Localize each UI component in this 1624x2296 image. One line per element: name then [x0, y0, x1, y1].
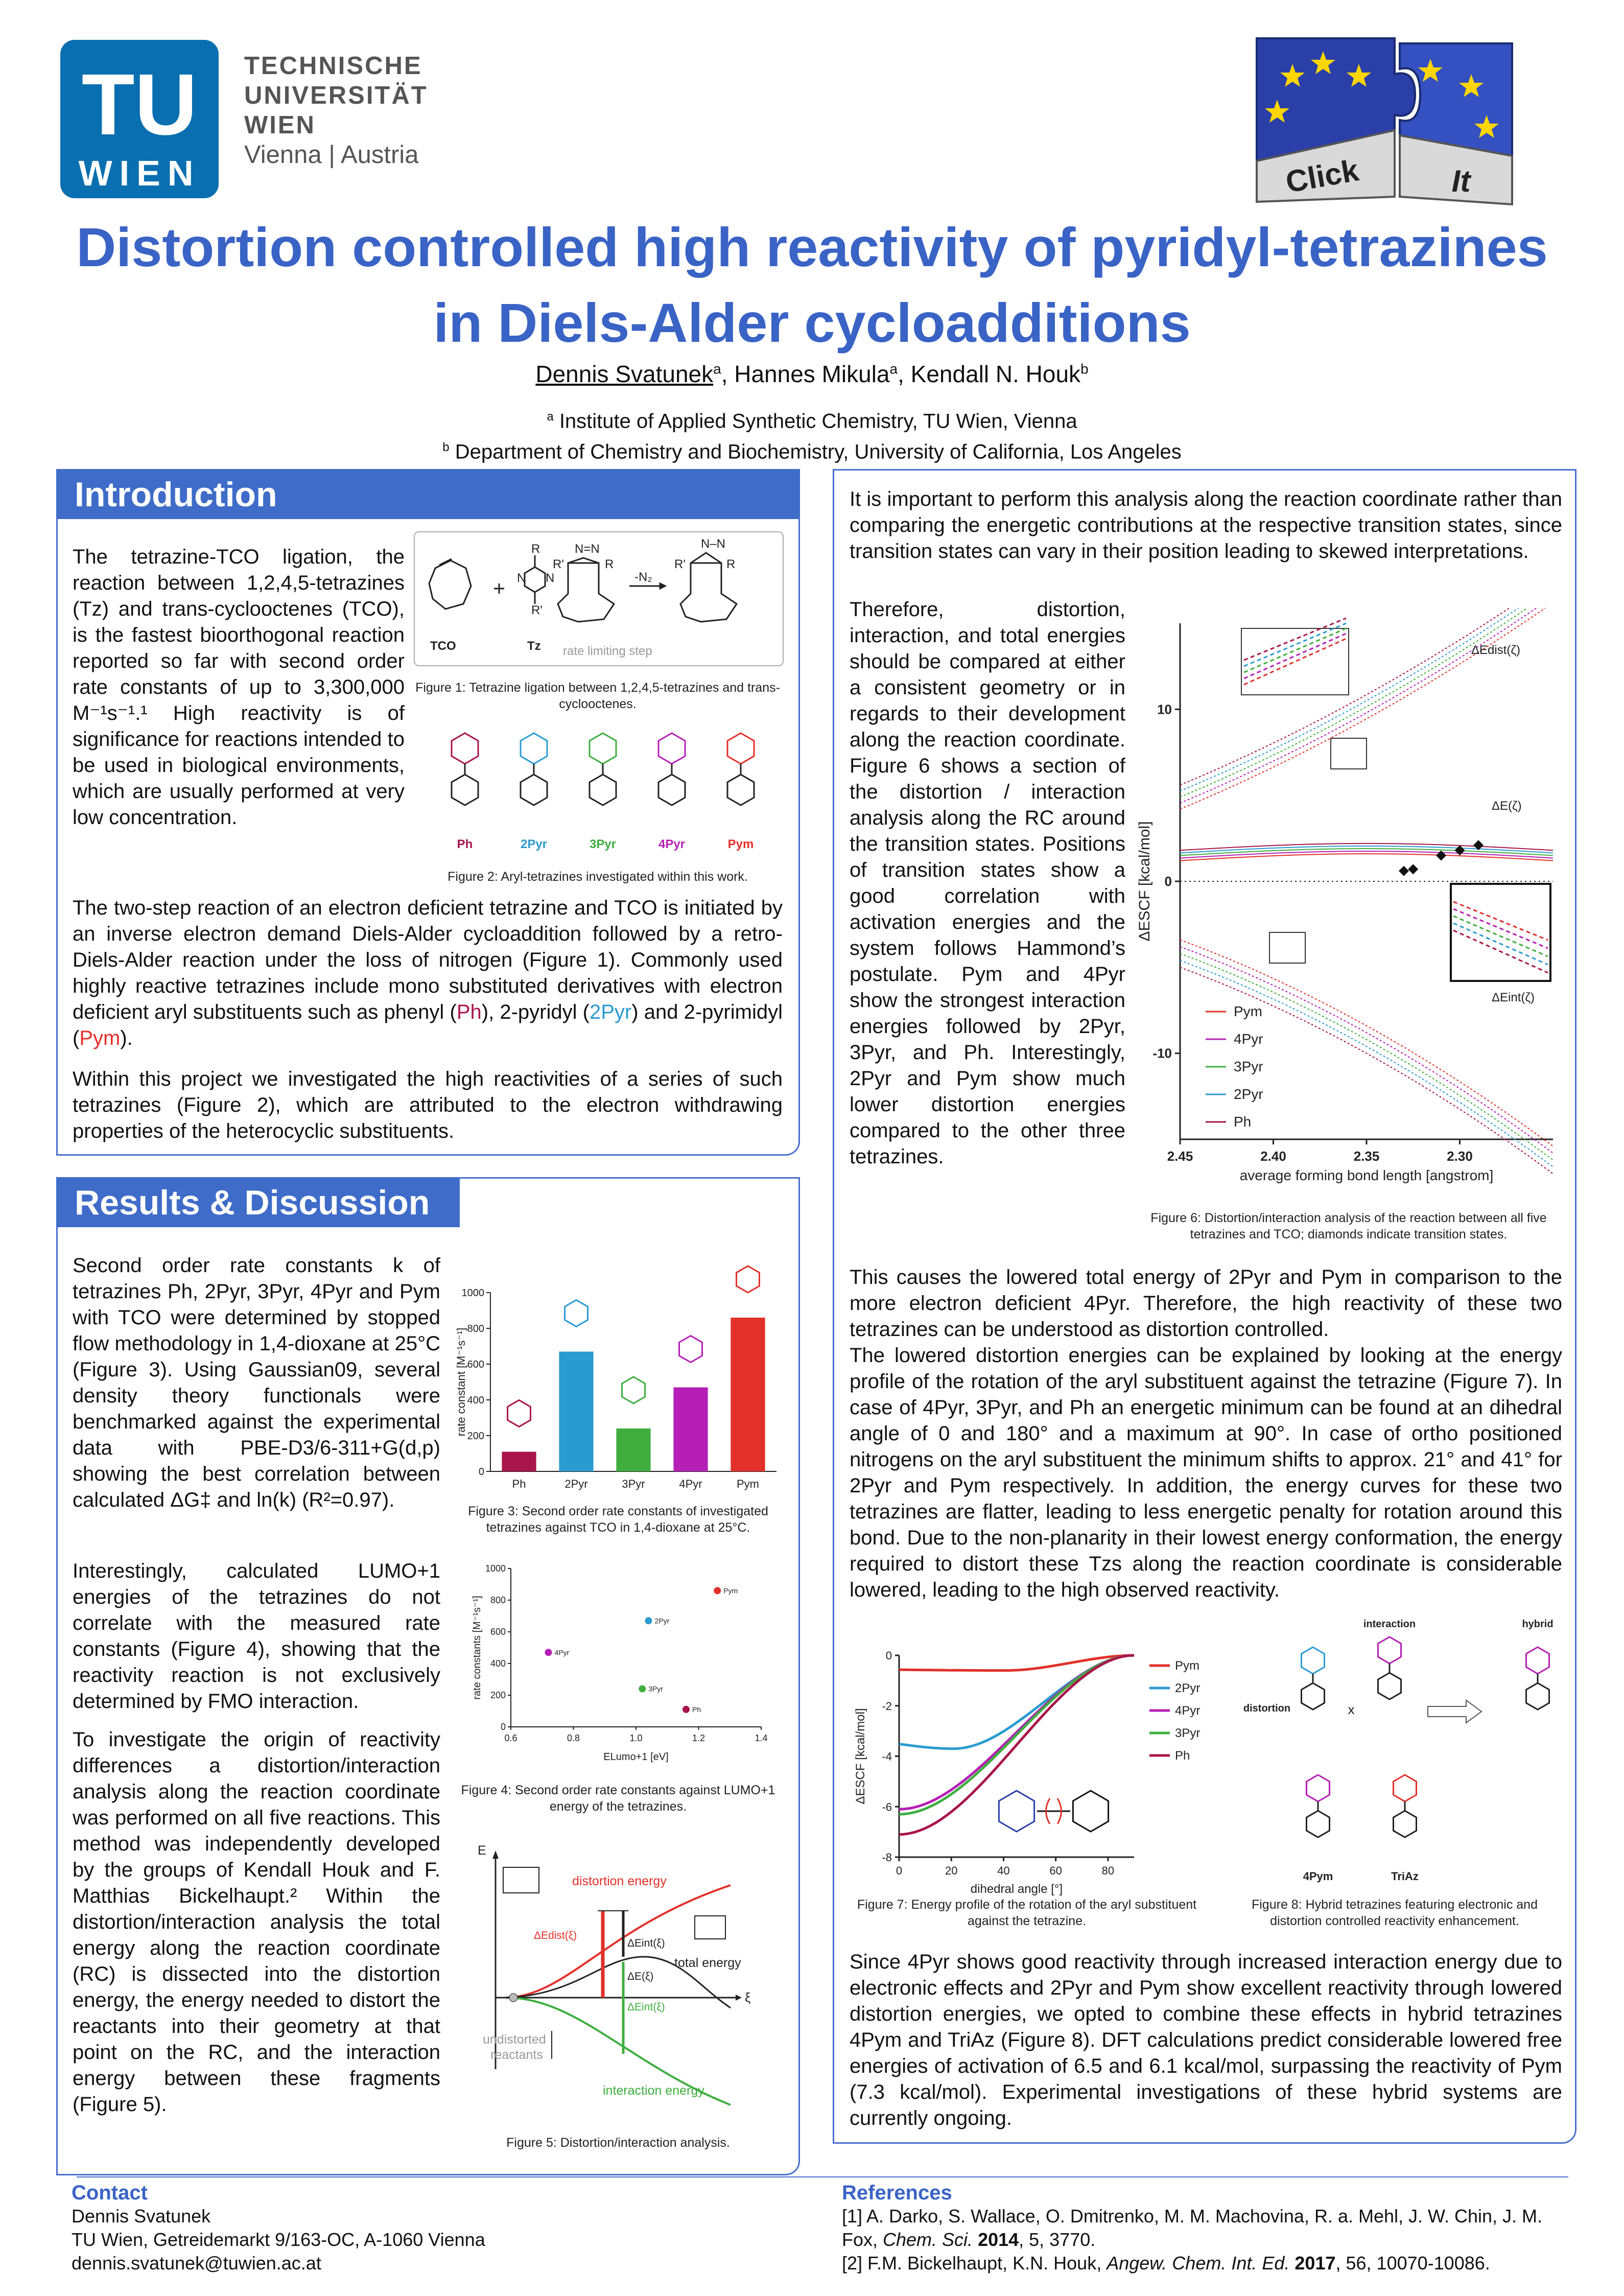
fig8-distortion-label: distortion — [1243, 1703, 1291, 1714]
ring-shape — [452, 775, 478, 805]
fig5-dint2-label: ΔEint(ξ) — [627, 2001, 665, 2013]
ring-shape — [737, 1266, 760, 1293]
section-title: Introduction — [75, 475, 277, 514]
svg-text:R: R — [531, 542, 540, 556]
svg-text:N: N — [546, 571, 555, 585]
affiliation-b — [0, 434, 1624, 465]
y-tick-label: 800 — [490, 1595, 506, 1605]
fig1-n2-label: -N₂ — [634, 570, 652, 584]
ring-shape — [1394, 1775, 1417, 1801]
title-line-2: in Diels-Alder cycloadditions — [433, 292, 1191, 354]
university-line: TECHNISCHE — [244, 52, 422, 80]
author-1: Dennis Svatunek — [535, 361, 714, 387]
y-tick-label: 10 — [1157, 701, 1172, 717]
y-tick-label: 1000 — [461, 1287, 484, 1299]
figure-6-chart — [1134, 608, 1563, 1196]
results-paragraph-3: To investigate the origin of reactivity differences a distortion/interaction analysis along the reaction coordinate was performed on all five reactions. This method was independently developed by the groups of Kendall Houk and F. Matthias Bickelhaupt.² Within the distortion/interaction analysis the total energy along the reaction coordinate (RC) is dissected into the distortion energy, the energy needed to distort the reactants into their geometry at that point on the RC, and the interaction energy between these fragments (Figure 5). — [73, 1728, 440, 2116]
results-heading — [56, 1177, 460, 1227]
ring-shape — [452, 733, 478, 764]
fig1-tz-label: Tz — [527, 639, 541, 653]
bar-2pyr — [559, 1352, 593, 1472]
legend-label: 2Pyr — [1234, 1086, 1263, 1102]
fig5-ddist-label: ΔEdist(ξ) — [534, 1930, 577, 1941]
p2-text: ). — [120, 1027, 133, 1049]
y-tick-label: -8 — [882, 1851, 892, 1864]
ref-journal: Chem. Sci. — [883, 2229, 973, 2250]
x-tick-label: 20 — [945, 1864, 958, 1877]
x-tick-label: 2.40 — [1260, 1149, 1286, 1164]
title-line-1: Distortion controlled high reactivity of pyridyl-tetrazines — [76, 216, 1548, 278]
x-tick-label: 0.6 — [504, 1733, 517, 1743]
fig8-interaction-label: interaction — [1363, 1619, 1416, 1630]
ref-text: , 5, 3770. — [1019, 2229, 1096, 2250]
affil-sup: b — [442, 440, 450, 455]
ts-diamond — [1455, 845, 1465, 855]
point-ph — [682, 1706, 690, 1713]
y-tick-label: -4 — [882, 1750, 892, 1763]
p2-text: ), 2-pyridyl ( — [481, 1001, 590, 1023]
ring-shape — [622, 1377, 645, 1403]
svg-text:R: R — [605, 557, 614, 571]
figure-2-caption: Figure 2: Aryl-tetrazines investigated within this work. — [448, 870, 748, 884]
y-tick-label: 600 — [467, 1359, 484, 1370]
right-paragraph-4: The lowered distortion energies can be explained by looking at the energy profile of the rotation of the aryl substituent against the tetrazine (Figure 7). In case of 4Pyr, 3Pyr, and Ph an energetic minimum can be found at an dihedral angle of 0 and 180° and a maximum at 90°. In case of ortho positioned nitrogens on the aryl substituent the minimum shifts to approx. 21° and 41° for 2Pyr and Pym respectively. In addition, the energy curves for these two tetrazines are flatter, leading to less energetic penalty for rotation around this bond. Due to the non-planarity in their lowest energy conformation, the energy required to distort these Tzs along the reaction coordinate is considerable lowered, leading to the high observed reactivity. — [850, 1344, 1562, 1601]
ref-text: [2] F.M. Bickelhaupt, K.N. Houk, — [842, 2253, 1107, 2274]
contact-block — [72, 2182, 787, 2275]
ring-shape — [1526, 1647, 1549, 1674]
section-title: Results & Discussion — [75, 1183, 430, 1222]
ring-shape — [590, 775, 616, 805]
y-axis-label: ΔESCF [kcal/mol] — [854, 1708, 867, 1805]
fig5-reactants-label: reactants — [490, 2048, 543, 2062]
author-list — [0, 360, 1624, 388]
y-tick-label: 400 — [490, 1658, 506, 1669]
fig2-label: Ph — [457, 837, 473, 851]
figure-1 — [414, 531, 784, 666]
point-pym — [714, 1587, 721, 1594]
introduction-heading — [56, 469, 800, 519]
svg-text:R': R' — [531, 603, 543, 617]
rotation-line-ph — [899, 1655, 1134, 1835]
fig2-label: Pym — [727, 837, 754, 851]
footer-divider — [77, 2176, 1568, 2177]
fig5-distortion-label: distortion energy — [572, 1874, 667, 1888]
ring-shape — [1302, 1683, 1325, 1709]
x-tick-label: Ph — [512, 1478, 526, 1490]
legend-label: 2Pyr — [1175, 1681, 1201, 1695]
right-paragraph-3: This causes the lowered total energy of 2Pyr and Pym in comparison to the more electron deficient 4Pyr. Therefore, the high reactivity of these two tetrazines can be understood as distortion controlled. — [850, 1266, 1562, 1341]
x-tick-label: 2Pyr — [564, 1478, 588, 1490]
figure-5-caption: Figure 5: Distortion/interaction analysis. — [506, 2136, 730, 2150]
fig5-e-label: E — [478, 1844, 486, 1858]
university-line: WIEN — [244, 111, 316, 139]
contact-address: TU Wien, Getreidemarkt 9/163-OC, A-1060 Vienna — [72, 2229, 485, 2250]
legend-label: 3Pyr — [1234, 1059, 1263, 1074]
y-tick-label: 800 — [467, 1323, 484, 1334]
author-2: , Hannes Mikula — [721, 361, 890, 387]
contact-email[interactable]: dennis.svatunek@tuwien.ac.at — [72, 2253, 321, 2274]
x-tick-label: 1.4 — [755, 1733, 768, 1743]
rotation-line-pym — [899, 1655, 1134, 1671]
ring-shape — [1394, 1811, 1417, 1837]
fig5-xi-label: ξ — [745, 1990, 751, 2005]
click-it-logo — [1246, 28, 1522, 212]
ring-shape — [1378, 1637, 1401, 1664]
y-tick-label: 0 — [478, 1466, 484, 1478]
p2-text: ) and 2-pyrimidyl ( — [73, 1001, 783, 1049]
point-3pyr — [639, 1685, 646, 1693]
distortion-line-pym — [1180, 608, 1553, 809]
point-label: 4Pyr — [554, 1648, 570, 1657]
x-tick-label: 4Pyr — [679, 1478, 702, 1490]
ring-shape — [999, 1791, 1034, 1832]
fig2-label: 3Pyr — [589, 837, 617, 851]
figure-3-chart — [450, 1236, 787, 1507]
y-tick-label: -6 — [882, 1800, 892, 1814]
x-tick-label: 0 — [896, 1864, 903, 1877]
svg-text:N–N: N–N — [701, 537, 726, 551]
fig5-undistorted-label: undistorted — [483, 2032, 546, 2047]
figure-4-chart — [460, 1558, 776, 1773]
y-tick-label: 400 — [467, 1395, 484, 1406]
fig5-dint-label: ΔEint(ξ) — [627, 1937, 665, 1949]
fig8-hybrid-label: hybrid — [1522, 1619, 1554, 1630]
figure-1-caption: Figure 1: Tetrazine ligation between 1,2,4,5-tetrazines and trans-cyclooctenes. — [415, 681, 780, 711]
figure-2 — [434, 725, 782, 853]
fig5-de-label: ΔE(ξ) — [627, 1971, 654, 1982]
intro-paragraph-1: The tetrazine-TCO ligation, the reaction between 1,2,4,5-tetrazines (Tz) and trans-cyclooctenes (TCO), is the fastest bioorthogonal reaction reported so far with second order rate constants of up to 3,300,000 M⁻¹s⁻¹.¹ High reactivity is of significance for reactions intended to be used in biological environments, which are usually performed at very low concentration. — [73, 546, 405, 829]
ref-text: , 56, 10070-10086. — [1335, 2253, 1490, 2274]
x-tick-label: 3Pyr — [622, 1478, 645, 1490]
reference-2 — [842, 2252, 1567, 2275]
ref-journal: Angew. Chem. Int. Ed. — [1107, 2253, 1290, 2274]
ref-year: 2017 — [1289, 2253, 1336, 2274]
ring-shape — [1378, 1673, 1401, 1699]
ring-shape — [1302, 1647, 1325, 1674]
bar-pym — [731, 1318, 765, 1471]
ring-shape — [590, 733, 616, 764]
legend-label: 4Pyr — [1175, 1704, 1201, 1718]
legend-label: Pym — [1234, 1003, 1262, 1019]
legend-label: Ph — [1234, 1114, 1252, 1130]
inset-top — [1241, 628, 1349, 695]
point-label: Pym — [723, 1586, 738, 1595]
svg-text:N=N: N=N — [575, 542, 600, 556]
fig1-rls-label: rate limiting step — [563, 644, 652, 658]
logo-abbr-bottom: WIEN — [78, 153, 201, 193]
right-paragraph-2: Therefore, distortion, interaction, and total energies should be compared at either a consistent geometry or in regards to their development along the reaction coordinate. Figure 6 shows a section of the distortion / interaction analysis along the RC around the transition states. Positions of transition states show a good correlation with activation energies and the system follows Hammond’s postulate. Pym and 4Pyr show the strongest interaction energies followed by 2Pyr, 3Pyr, and Ph. Interestingly, 2Pyr and Pym show much lower distortion energies compared to the other three tetrazines. — [850, 598, 1125, 1168]
ring-shape — [565, 1300, 588, 1327]
contact-name: Dennis Svatunek — [72, 2206, 211, 2227]
fig5-total-label: total energy — [674, 1956, 741, 1970]
distortion-line-4pyr — [1180, 608, 1553, 803]
rotation-line-4pyr — [899, 1655, 1134, 1809]
y-axis-label: rate constant [M⁻¹s⁻¹] — [455, 1327, 467, 1437]
y-tick-label: -10 — [1152, 1045, 1172, 1061]
results-paragraph-2: Interestingly, calculated LUMO+1 energies of the tetrazines do not correlate with the measured rate constants (Figure 4), showing that the reactivity reaction is not exclusively determined by FMO interaction. — [73, 1560, 440, 1713]
tu-logo-mark — [60, 40, 219, 198]
figure-8-caption: Figure 8: Hybrid tetrazines featuring electronic and distortion controlled reactivity enhancement. — [1251, 1897, 1538, 1928]
point-label: 3Pyr — [648, 1684, 664, 1693]
p2-text: The two-step reaction of an electron deficient tetrazine and TCO is initiated by an inverse electron demand Diels-Alder cycloaddition followed by a retro-Diels-Alder reaction under the loss of nitrogen (Figure 1). Commonly used highly reactive tetrazines include mono substituted derivatives with electron deficient aryl substituents such as phenyl ( — [73, 897, 783, 1023]
affil-text: Department of Chemistry and Biochemistry, University of California, Los Angeles — [449, 440, 1182, 463]
dist-label: ΔEdist(ζ) — [1471, 643, 1520, 657]
university-line: UNIVERSITÄT — [244, 82, 428, 109]
fig8-triaz-label: TriAz — [1391, 1870, 1419, 1883]
y-tick-label: 600 — [490, 1627, 506, 1637]
point-2pyr — [645, 1617, 652, 1624]
y-tick-label: 200 — [467, 1431, 484, 1442]
bar-3pyr — [616, 1428, 650, 1471]
y-tick-label: -2 — [882, 1699, 892, 1713]
fig1-tco-label: TCO — [430, 639, 456, 653]
zoom-box — [1269, 932, 1305, 963]
x-tick-label: 80 — [1101, 1864, 1115, 1877]
figure-4-caption: Figure 4: Second order rate constants against LUMO+1 energy of the tetrazines. — [461, 1783, 775, 1814]
bar-ph — [502, 1452, 536, 1472]
ring-shape — [727, 733, 754, 764]
figure-5-diagram — [475, 1844, 782, 2130]
p2-2pyr: 2Pyr — [589, 1001, 632, 1023]
y-tick-label: 0 — [1164, 874, 1172, 889]
author-1-affil: a — [713, 361, 721, 377]
ts-diamond — [1408, 864, 1418, 874]
int-label: ΔEint(ζ) — [1492, 991, 1535, 1004]
ring-shape — [1307, 1811, 1330, 1837]
author-2-affil: a — [889, 361, 898, 377]
ring-shape — [1526, 1683, 1549, 1709]
ring-shape — [1307, 1775, 1330, 1801]
x-tick-label: 0.8 — [567, 1733, 580, 1743]
results-paragraph-1: Second order rate constants k of tetrazines Ph, 2Pyr, 3Pyr, 4Pyr and Pym with TCO were determined by stopped flow methodology in 1,4-dioxane at 25°C (Figure 3). Using Gaussian09, several density theory functionals were benchmarked against the experimental data with PBE-D3/6-311+G(d,p) showing the best correlation between calculated ΔG‡ and ln(k) (R²=0.97). — [73, 1254, 440, 1511]
ring-shape — [1073, 1791, 1108, 1832]
x-tick-label: 1.2 — [692, 1733, 705, 1743]
reference-1: [1] A. Darko, S. Wallace, O. Dmitrenko, M. M. Machovina, R. a. Mehl, J. W. Chin, J. M. — [842, 2206, 1543, 2227]
ring-shape — [679, 1336, 702, 1363]
legend-label: Pym — [1175, 1659, 1199, 1673]
right-paragraph-1: It is important to perform this analysis along the reaction coordinate rather than comparing the energetic contributions at the respective transition states, since transition states can vary in their position leading to skewed interpretations. — [850, 488, 1562, 563]
university-name — [244, 51, 428, 170]
x-axis-label: dihedral angle [°] — [970, 1882, 1063, 1896]
svg-text:R: R — [726, 557, 736, 571]
ring-shape — [521, 733, 547, 764]
x-tick-label: 2.45 — [1167, 1149, 1193, 1164]
fig5-interaction-label: interaction energy — [603, 2083, 704, 2098]
it-word: It — [1451, 164, 1471, 198]
figure-7-chart — [848, 1643, 1206, 1898]
svg-text:N: N — [517, 571, 526, 585]
ring-shape — [521, 775, 547, 805]
ref-text: Fox, — [842, 2229, 883, 2250]
affiliations — [0, 404, 1624, 465]
ring-shape — [658, 775, 685, 805]
fig8-4pym-label: 4Pym — [1303, 1870, 1333, 1883]
p2-pym: Pym — [79, 1027, 121, 1049]
references-block — [842, 2182, 1567, 2275]
p2-ph: Ph — [456, 1001, 482, 1023]
fig8-x-label: x — [1348, 1702, 1355, 1717]
ring-shape — [508, 1400, 531, 1427]
x-tick-label: Pym — [737, 1478, 759, 1490]
figure-7-caption: Figure 7: Energy profile of the rotation of the aryl substituent against the tetrazine. — [857, 1897, 1197, 1928]
university-line: Vienna | Austria — [244, 141, 419, 169]
tu-wien-logo — [60, 40, 219, 198]
fig2-label: 4Pyr — [658, 837, 686, 851]
intro-paragraph-2 — [73, 895, 783, 1051]
ref-year: 2014 — [973, 2229, 1019, 2250]
point-4pyr — [545, 1649, 552, 1656]
author-3: , Kendall N. Houk — [898, 361, 1081, 387]
legend-label: Ph — [1175, 1749, 1190, 1763]
poster-title — [0, 209, 1624, 361]
ring-shape — [658, 733, 685, 764]
click-word: Click — [1283, 153, 1361, 200]
ts-diamond — [1399, 866, 1409, 876]
legend-label: 3Pyr — [1175, 1726, 1201, 1740]
y-axis-label: rate constants [M⁻¹s⁻¹] — [472, 1596, 483, 1700]
reference-1-cont — [842, 2228, 1567, 2252]
x-axis-label: ELumo+1 [eV] — [603, 1751, 669, 1763]
logo-abbr-top: TU — [81, 56, 198, 153]
point-label: Ph — [692, 1705, 701, 1714]
affiliation-a — [0, 404, 1624, 434]
y-tick-label: 1000 — [485, 1563, 506, 1574]
y-tick-label: 0 — [500, 1722, 506, 1732]
affil-text: Institute of Applied Synthetic Chemistry, TU Wien, Vienna — [553, 410, 1077, 433]
y-tick-label: 0 — [885, 1649, 892, 1662]
x-tick-label: 60 — [1049, 1864, 1062, 1877]
contact-heading: Contact — [72, 2182, 148, 2204]
right-paragraph-5: Since 4Pyr shows good reactivity through increased interaction energy due to electronic effects and 2Pyr and Pym show excellent reactivity through lowered distortion energies, we opted to combine these effects in hybrid tetrazines 4Pym and TriAz (Figure 8). DFT calculations predict considerable lowered free energies of activation of 6.5 and 6.1 kcal/mol, surpassing the reactivity of Pym (7.3 kcal/mol). Experimental investigations of these hybrid systems are currently ongoing. — [850, 1951, 1562, 2129]
svg-text:R': R' — [553, 557, 564, 571]
intro-paragraph-3: Within this project we investigated the high reactivities of a series of such tetrazines (Figure 2), which are attributed to the electron withdrawing properties of the heterocyclic substituents. — [73, 1068, 783, 1142]
x-tick-label: 1.0 — [629, 1733, 643, 1743]
de-label: ΔE(ζ) — [1492, 799, 1522, 813]
x-tick-label: 40 — [997, 1864, 1010, 1877]
y-axis-label: ΔESCF [kcal/mol] — [1136, 821, 1153, 942]
references-heading: References — [842, 2182, 952, 2204]
figure-3-caption: Figure 3: Second order rate constants of investigated tetrazines against TCO in 1,4-dioxane at 25°C. — [468, 1504, 768, 1535]
point-label: 2Pyr — [654, 1616, 670, 1625]
ring-shape — [727, 775, 754, 805]
author-3-affil: b — [1080, 361, 1089, 377]
bar-4pyr — [673, 1388, 708, 1472]
x-tick-label: 2.35 — [1353, 1149, 1380, 1164]
affil-sup: a — [547, 410, 554, 424]
arrow-icon — [1428, 1700, 1481, 1723]
figure-8-diagram — [1226, 1614, 1573, 1901]
legend-label: 4Pyr — [1234, 1031, 1263, 1047]
x-axis-label: average forming bond length [angstrom] — [1239, 1167, 1494, 1183]
y-tick-label: 200 — [490, 1690, 506, 1700]
figure-6-caption: Figure 6: Distortion/interaction analysis of the reaction between all five tetrazines and TCO; diamonds indicate transition states. — [1150, 1211, 1547, 1241]
fig2-label: 2Pyr — [520, 837, 548, 851]
svg-text:R': R' — [674, 557, 686, 571]
zoom-box — [1331, 738, 1367, 769]
x-tick-label: 2.30 — [1447, 1149, 1473, 1164]
